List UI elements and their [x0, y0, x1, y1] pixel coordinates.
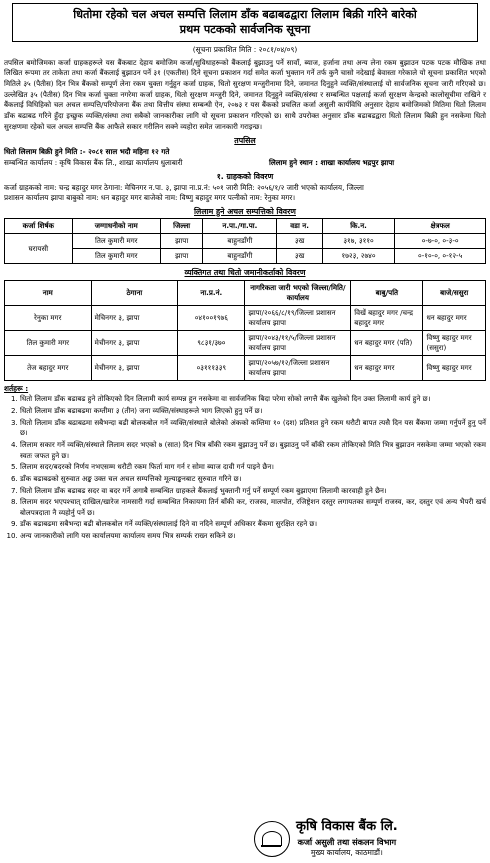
bank-logo-icon — [254, 821, 290, 857]
guarantor-heading: व्यक्तिगत तथा धितो जमानीकर्ताको विवरण — [184, 268, 306, 278]
table-cell: ३१७, ३११० — [322, 234, 395, 249]
guarantor-table — [4, 280, 486, 382]
list-item: 4. लिलाम सकार गर्ने व्यक्ति/संस्थाले लिलाम सदर भएको ७ (सात) दिन भित्र बाँकी रकम बुझाउनु पर्ने छ। बुझाउनु पर्ने बाँकी रकम तोकिएको मिति भित्र बुझाउन नसकेमा जम्मा भएको रकम स्वतः जफत हुने छ। — [20, 440, 486, 461]
table-cell: रेनुका मगर — [5, 305, 92, 330]
bank-name: कृषि विकास बैंक लि. — [296, 819, 398, 835]
tapsil-heading: तपसिल — [234, 136, 256, 146]
list-item: 2. धितो लिलाम डाँक बढाबढमा कम्तीमा ३ (तीन) जना व्यक्ति/संस्थाहरूले भाग लिएको हुनु पर्ने छ। — [20, 406, 486, 417]
table-cell: मेचीनगर ३, झापा — [91, 355, 178, 380]
table-cell: ३ख — [277, 234, 322, 249]
table-cell: तिल कुमारी मगर — [72, 234, 160, 249]
table-cell: १७२३, २७४० — [322, 249, 395, 264]
table-row — [5, 249, 486, 264]
table-cell: तिल कुमारी मगर — [5, 330, 92, 355]
col-header: नाम — [5, 280, 92, 305]
table-cell: झापा/२०५७/१२/जिल्ला प्रशासन कार्यालय झापा — [245, 355, 351, 380]
table-cell: बाहुनडाँगी — [203, 249, 277, 264]
table-cell: ३ख — [277, 249, 322, 264]
table-row — [5, 355, 486, 380]
related-office: सम्बन्धित कार्यालय : कृषि विकास बैंक लि., शाखा कार्यालय धुलाबारी — [4, 157, 183, 167]
list-item: 6. डाँक बढाबढको सुरुवात अङ्क उक्त चल अचल सम्पत्तिको मूल्याङ्कनबाट सुरुवात गरिने छ। — [20, 474, 486, 485]
table-cell: ०४१००१९७६ — [178, 305, 245, 330]
table-cell: झापा — [160, 234, 202, 249]
auction-place: लिलाम हुने स्थान : शाखा कार्यालय भद्रपुर झापा — [269, 157, 395, 167]
loan-title: घरायसी — [5, 234, 73, 264]
auction-date: धितो लिलाम बिक्री हुने मिति :- २०८१ साल भदौ महिना १२ गते — [4, 147, 170, 157]
col-header: वडा न. — [277, 219, 322, 234]
property-heading: लिलाम हुने अचल सम्पत्तिको विवरण — [194, 207, 296, 217]
table-cell: विष्णु बहादुर मगर — [423, 355, 486, 380]
list-item: 9. डाँक बढाबढमा सबैभन्दा बढी बोलकबोल गर्ने व्यक्ति/संस्थालाई दिने वा नदिने सम्पूर्ण अधिकार बैंकमा सुरक्षित रहने छ। — [20, 519, 486, 530]
list-item: 3. धितो लिलाम डाँक बढाबढमा सबैभन्दा बढी बोलकबोल गर्ने व्यक्ति/संस्थाले बोलेको अंकको कम्तिमा १० (दश) प्रतिशत हुने रकम धरौटी बापत त्यसै दिन यस बैंकमा जम्मा गर्नुपर्ने हुनु पर्ने छ। — [20, 418, 486, 439]
table-row — [5, 330, 486, 355]
notice-title — [12, 3, 478, 42]
col-header: जग्गाधनीको नाम — [72, 219, 160, 234]
col-header: नागरिकता जारी भएको जिल्ला/मिति/कार्यालय — [245, 280, 351, 305]
list-item: 10. अन्य जानकारीको लागि यस कार्यालयमा कार्यालय समय भित्र सम्पर्क राख्न सकिने छ। — [20, 531, 486, 542]
table-cell: धन बहादुर मगर (पति) — [351, 330, 423, 355]
table-cell: तिल कुमारी मगर — [72, 249, 160, 264]
col-header: ठेगाना — [91, 280, 178, 305]
title-line-2: प्रथम पटकको सार्वजनिक सूचना — [179, 23, 311, 37]
property-header-row — [5, 219, 486, 234]
borrower-line-2: प्रशासन कार्यालय झापा बाबुको नाम: धन बहादुर मगर बाजेको नाम: विष्णु बहादुर मगर पत्नीको नाम: रेनुका मगर। — [4, 193, 296, 202]
col-header: कर्जा शिर्षक — [5, 219, 73, 234]
table-row — [5, 305, 486, 330]
table-cell: झापा — [160, 249, 202, 264]
table-cell: ०-७-०, ०-३-० — [395, 234, 486, 249]
borrower-heading: १. ग्राहकको विवरण — [216, 171, 274, 181]
col-header: बाजे/ससुरा — [423, 280, 486, 305]
footer-text — [296, 818, 398, 859]
property-table — [4, 218, 486, 264]
table-cell: विष्णु बहादुर मगर (ससुरा) — [423, 330, 486, 355]
conditions-title: शर्तहरू : — [4, 384, 29, 394]
intro-paragraph: तपसिल बमोजिमका कर्जा ग्राहकहरूले यस बैंकबाट देहाय बमोजिम कर्जा/सुविधाहरूको बैंकलाई बुझाउनु पर्ने सावाँ, ब्याज, हर्जाना तथा अन्य लेना रकम बुझाउन पटक पटक मौखिक तथा लिखित रूपमा तर ताकेता तथा कर्जा बैंकलाई बुझाउन पर्ने ३१ (एकतीस) दिने सूचना प्रकाशन गर्दा समेत कर्जा भुक्तान गर्ने तर्फ कुनै चासो नदेखाई बेवास्ता गरेकाले यो सूचना प्रकाशित भएको मितिले ३५ (पैतीस) दिन भित्र बैंकको सम्पूर्ण लेना रकम चुक्ता गर्नुहुन कर्जा ग्राहक, धितो सुरक्षण मन्जुरीनामा दिने, जमानत दिनुहुने व्यक्ति/संस्थालाई यो सार्वजनिक सूचना जारी गरिएको छ। उल्लेखित ३५ (पैतीस) दिन भित्र कर्जा चुक्ता नगरेमा कर्जा ग्राहक, धितो सुरक्षण मन्जुरी दिने, जमानत दिनुहुने व्यक्ति/संस्था र सम्बन्धित पक्षलाई कर्जा सुरक्षण केन्द्रको कालोसूचीमा राखिने र बैंकलाई विधिहिको चल अचल सम्पत्ति/परियोजना बैंक तथा वित्तीय संस्था सम्बन्धी ऐन, २०७३ र यस बैंकको प्रचलित कर्जा असुली कार्यविधि अनुसार देहाय बमोजिमको मितिमा धितो लिलाम डाँक बढाबढ गरिने हुँदा इच्छुक व्यक्ति/संस्था तथा सबैको जानकारीका लागि यो सूचना प्रकाशन गरिएको छ। साथै उपरोक्त अनुसार डाँक बढाबढद्वारा धितो लिलाम बिक्री हुन नसकेमा धितो सुरक्षणमा रहेको चल अचल सम्पत्ति बैंक आफैले सकार गरीलिन सक्ने व्यहोरा समेत जानकारी गराइन्छ। — [4, 57, 486, 131]
col-header: बाबु/पति — [351, 280, 423, 305]
list-item: 5. लिलाम सदर/बदरको निर्णय नभएसम्म धरौटी रकम फिर्ता माग गर्न र सोमा ब्याज दावी गर्न पाइने छैन। — [20, 462, 486, 473]
col-header: जिल्ला — [160, 219, 202, 234]
table-cell: झापा/२०४३/११/५/जिल्ला प्रशासन कार्यालय झापा — [245, 330, 351, 355]
table-cell: झापा/२०६६/८/१९/जिल्ला प्रशासन कार्यालय झापा — [245, 305, 351, 330]
list-item: 1. धितो लिलाम डाँक बढाबढ हुने तोकिएको दिन लिलामी कार्य सम्पन्न हुन नसकेमा वा सार्वजनिक बिदा परेमा सोको लगत्तै बैंक खुलेको दिन उक्त लिलामी कार्य हुने छ। — [20, 394, 486, 405]
col-header: ना.प्र.नं. — [178, 280, 245, 305]
list-item: 8. लिलाम सदर भएपश्चात् दाखिल/खारेज नामसारी गर्दा सम्बन्धित निकायमा तिर्न बाँकी कर, राजस्व, मालपोत, रजिष्ट्रेशन दस्तुर लगायतका सम्पूर्ण राजस्व, कर, दस्तुर एवं अन्य भैपरी खर्च बोलपत्रदाता नै व्यहोर्नु पर्ने छ। — [20, 497, 486, 518]
table-row — [5, 234, 486, 249]
col-header: कि.न. — [322, 219, 395, 234]
list-item: 7. धितो लिलाम डाँक बढाबढ सदर वा बदर गर्ने अगाबै सम्बन्धित ग्राहकले बैंकलाई भुक्तानी गर्नु पर्ने सम्पूर्ण रकम बुझाएमा लिलामी कारवाही हुने छैन। — [20, 486, 486, 497]
department-name: कर्जा असुली तथा संकलन विभाग — [297, 836, 397, 847]
auction-office-row — [4, 158, 486, 168]
table-cell: धन बहादुर मगर — [351, 355, 423, 380]
table-cell: विखें बहादुर मगर /चन्द्र बहादुर मगर — [351, 305, 423, 330]
table-cell: धन बहादुर मगर — [423, 305, 486, 330]
footer-signature — [254, 818, 484, 859]
table-cell: तेज बहादुर मगर — [5, 355, 92, 380]
guarantor-header-row — [5, 280, 486, 305]
table-cell: मेचीनगर ३, झापा — [91, 330, 178, 355]
table-cell: ९८३१/३७० — [178, 330, 245, 355]
conditions-list — [4, 394, 486, 541]
publish-date: (सूचना प्रकाशित मिति : २०८१/०४/०९) — [192, 45, 298, 55]
title-line-1: धितोमा रहेको चल अचल सम्पत्ति लिलाम डाँक बढाबढद्वारा लिलाम बिक्री गरिने बारेको — [73, 8, 417, 21]
borrower-line-1: कर्जा ग्राहकको नाम: चन्द्र बहादुर मगर ठेगाना: मेचिनगर न.पा. ३, झापा ना.प्र.नं: ५०१ जारी मिति: २०५६/१/२ जारी भएको कार्यालय, जिल्ला — [4, 182, 364, 192]
table-cell: बाहुनडाँगी — [203, 234, 277, 249]
table-cell: ०३१११३३९ — [178, 355, 245, 380]
office-name: मुख्य कार्यालय, काठमाडौं। — [310, 848, 383, 858]
table-cell: ०-१०-०, ०-१२-५ — [395, 249, 486, 264]
table-cell: मेचिनगर ३, झापा — [91, 305, 178, 330]
col-header: क्षेत्रफल — [395, 219, 486, 234]
col-header: न.पा./गा.पा. — [203, 219, 277, 234]
